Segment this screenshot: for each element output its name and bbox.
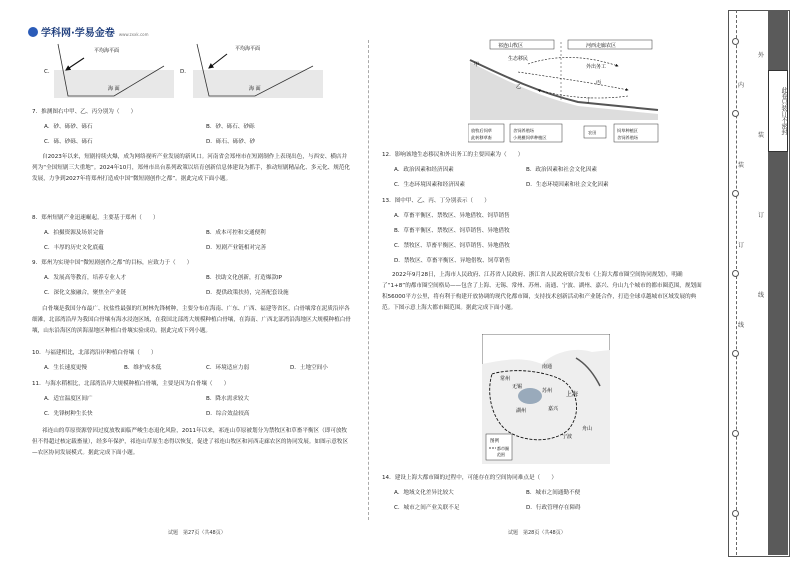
- shanghai-metro-map: [482, 334, 610, 464]
- binding-hole: [732, 510, 739, 517]
- region-farming-label: 河西走廊农区: [586, 43, 617, 49]
- outer-label-zhuang: 装: [758, 132, 765, 139]
- arrow-bing: [518, 72, 628, 90]
- q14-option-d[interactable]: D．行政管理存在障碍: [526, 505, 581, 511]
- q13-option-c[interactable]: C．禁牧区、草畜平衡区、饲草销售、异地借牧: [394, 243, 510, 249]
- q9-option-b[interactable]: B．扶助文化创新，打造爆款IP: [206, 275, 282, 281]
- outer-label-ding: 订: [758, 212, 765, 219]
- q10-option-b[interactable]: B．维护成本低: [124, 365, 162, 371]
- pastoral-farming-diagram: [468, 38, 668, 146]
- fig-d-arrow: [209, 54, 227, 68]
- map-label-ningbo: 宁波: [562, 434, 573, 440]
- brand-logo-icon: [28, 27, 38, 37]
- q10-option-d[interactable]: D．土地空间小: [290, 365, 328, 371]
- fig-d-sea-label: 海 面: [249, 86, 261, 92]
- binding-hole: [732, 190, 739, 197]
- q10-option-a[interactable]: A．生长速度更慢: [44, 365, 87, 371]
- q7-option-a[interactable]: A．砂、砾砂、砾石: [44, 124, 93, 130]
- q13-option-a[interactable]: A．草畜平衡区、禁牧区、异地借牧、饲草销售: [394, 213, 510, 219]
- binding-dashed-line: [736, 10, 737, 555]
- brand-tagline: www.zxxk.com: [118, 32, 149, 37]
- q7-option-b[interactable]: B．砂、砾石、砂砾: [206, 124, 255, 130]
- binding-hole: [732, 430, 739, 437]
- q9-option-c[interactable]: C．深化文旅融合，聚焦全产业链: [44, 290, 127, 296]
- fig-c-curve-label: 平均海平面: [94, 48, 120, 54]
- q14-option-a[interactable]: A．地域文化差异比较大: [394, 490, 454, 496]
- lake-taihu: [518, 388, 542, 404]
- map-label-suzhou: 苏州: [542, 388, 553, 394]
- outer-label-wai: 外: [758, 52, 765, 59]
- binding-hole: [732, 110, 739, 117]
- q12-option-b[interactable]: B．政治因素和社会文化因素: [526, 167, 597, 173]
- map-legend-title: 图例: [490, 439, 499, 444]
- label-migrant-work: 外出务工: [586, 64, 607, 70]
- q11-option-c[interactable]: C．先锋树种生长快: [44, 411, 93, 417]
- box-forage-area-text2: 舍饲养殖场: [617, 135, 638, 140]
- map-label-nantong: 南通: [542, 364, 553, 370]
- figure-c: [54, 40, 174, 102]
- map-legend-item: 都市圈: [497, 446, 509, 451]
- q11-option-b[interactable]: B．降水需求较大: [206, 396, 249, 402]
- question-10: 10．与福建相比，北部湾沿岸种植白骨壤（ ）: [32, 350, 157, 356]
- q7-option-c[interactable]: C．砾、砂砾、砾石: [44, 139, 93, 145]
- passage-qilian: 祁连山的草原资源曾因过度放牧面临严峻生态退化风险，2011年以来，祁连山草原被划分为禁牧区和草畜平衡区（即可放牧但不得超过核定载畜量），经多年保护，祁连山草原生态得以恢复，促进了祁连山牧区和河西走廊农区的协同发展。如图示意牧区—农区协同发展模式。据此完成下面小题。: [32, 428, 349, 456]
- box-grazing-transfer-text2: 此转移草畜: [471, 135, 492, 140]
- q13-option-d[interactable]: D．禁牧区、草畜平衡区、异地借牧、饲草销售: [394, 258, 511, 264]
- q8-option-c[interactable]: C．丰厚的历史文化底蕴: [44, 245, 104, 251]
- fig-d-sea: [193, 70, 323, 98]
- outer-label-xian: 线: [758, 292, 765, 299]
- question-14: 14．建设上海大都市圈的过程中，可能存在的空间协同难点是（ ）: [382, 475, 557, 481]
- box-grazing-transfer-text: 放牧后饲草: [471, 128, 492, 133]
- q9-option-d[interactable]: D．提供政策扶持，完善配套设施: [206, 290, 289, 296]
- fig-d-curve-label: 平均海平面: [235, 46, 261, 52]
- column-divider: [368, 40, 369, 520]
- q8-option-a[interactable]: A．拍摄资源及场景完备: [44, 230, 104, 236]
- question-8: 8．郑州短剧产业迅速崛起，主要基于郑州（ ）: [32, 215, 159, 221]
- q14-option-b[interactable]: B．城市之间通勤不便: [526, 490, 581, 496]
- q12-option-d[interactable]: D．生态环境因素和社会文化因素: [526, 182, 609, 188]
- question-13: 13．图中甲、乙、丙、丁分别表示（ ）: [382, 198, 490, 204]
- fig-c-sea-label: 海 面: [108, 86, 120, 92]
- binding-seal-text: 此卷只装订不密封: [768, 70, 788, 152]
- brand-name: 学科网·学易金卷: [41, 28, 115, 39]
- q9-option-a[interactable]: A．发展高等教育，培养专业人才: [44, 275, 127, 281]
- label-yi: 乙: [516, 84, 522, 90]
- label-bing: 丙: [596, 80, 602, 86]
- q8-option-d[interactable]: D．短剧产业链相对完善: [206, 245, 267, 251]
- box-feedlot-small-text2: 小规模饲草种植区: [513, 135, 547, 140]
- page-footer-right: 试题 第28页（共48页）: [508, 530, 566, 536]
- box-feedlot-small-text: 舍饲养殖场: [513, 128, 534, 133]
- inner-label-ding: 订: [738, 242, 745, 249]
- figure-d: [193, 40, 323, 102]
- map-label-changzhou: 常州: [500, 376, 511, 382]
- label-jia: 甲: [474, 62, 480, 68]
- fig-c-label: C．: [44, 69, 54, 75]
- fig-d-label: D．: [180, 69, 190, 75]
- label-ding: 丁: [586, 98, 592, 104]
- binding-hole: [732, 38, 739, 45]
- q7-option-d[interactable]: D．砾石、砾砂、砂: [206, 139, 256, 145]
- box-farmland-text: 农田: [588, 130, 597, 135]
- inner-label-nei: 内: [738, 82, 745, 89]
- q12-option-c[interactable]: C．生态环境因素和经济因素: [394, 182, 466, 188]
- q11-option-a[interactable]: A．适宜温度区间广: [44, 396, 93, 402]
- map-legend-item2: 范围: [497, 452, 505, 457]
- fig-c-arrow: [66, 58, 84, 70]
- question-9: 9．郑州为实现中国“微短剧创作之都”的目标，应致力于（ ）: [32, 260, 193, 266]
- passage-mangrove: 白骨壤是我国分布最广、抗盐性最强的红树林先锋树种，主要分布在海南、广东、广西、福建等省区，白骨壤常在泥质沿岸各细滩，北部湾沿岸为我国白骨壤有海水浸泡区域，在我国北部湾大规模种植白骨壤，在海南、广西北部湾沿海地区大规模种植白骨壤，山东沿海区的滨海湿地区种植白骨壤实验成功。据此完成下列小题。: [32, 306, 351, 334]
- box-forage-area-text: 饲草种植区: [617, 128, 638, 133]
- passage-shanghai-metro: 2022年9月28日，上海市人民政府、江苏省人民政府、浙江省人民政府联合发布《上海大都市圈空间协同规划》，明确了“1+8”的都市圈空间格局——包含了上海、无锡、常州、苏州、南通、宁波、湖州、嘉兴、舟山九个城市的都市圈范围，规划面积56000平方公里，将有利于构建开放协调的现代化都市圈，支持技术创新活动和产业链合作，打造全球卓越城市区域发展的典范。下图示意上海大都市圈范围。据此完成下面小题。: [382, 272, 702, 311]
- terrain-fill: [470, 62, 658, 120]
- brand-logo: [28, 24, 149, 39]
- region-pastoral-label: 祁连山牧区: [498, 43, 524, 49]
- q11-option-d[interactable]: D．综合效益较高: [206, 411, 250, 417]
- q8-option-b[interactable]: B．成本可控和交通便利: [206, 230, 266, 236]
- q10-option-c[interactable]: C．环境适应力弱: [206, 365, 250, 371]
- question-11: 11．与海水稻相比，北部湾沿岸大规模种植白骨壤，主要是因为白骨壤（ ）: [32, 381, 230, 387]
- binding-hole: [732, 350, 739, 357]
- q13-option-b[interactable]: B．草畜平衡区、禁牧区、饲草销售、异地借牧: [394, 228, 510, 234]
- inner-label-xian: 线: [738, 322, 745, 329]
- map-label-zhoushan: 舟山: [582, 426, 593, 432]
- inner-label-zhuang: 装: [738, 162, 745, 169]
- passage-short-drama: 自2023年以来，短剧持续火爆，成为网络视听产业发展的新风口。河南省会郑州市在短剧制作上表现出色，与西安、横店并列为“全国短剧三大重地”。2024年10月，郑州市出台系列政策以培育创新信息体建设为抓手，推动短剧精品化、多元化、规范化发展，力争到2027年将郑州打造成中国“微短剧创作之都”。据此完成下面小题。: [32, 154, 351, 182]
- map-label-shanghai: 上海: [566, 391, 579, 398]
- map-label-wuxi: 无锡: [512, 384, 523, 390]
- question-12: 12．影响该地生态移民和外出务工的主要因素为（ ）: [382, 152, 524, 158]
- page-footer-left: 试题 第27页（共48页）: [168, 530, 226, 536]
- label-eco-migrants: 生态移民: [508, 56, 529, 62]
- map-label-huzhou: 湖州: [516, 408, 527, 414]
- question-7: 7．推测图右中甲、乙、丙分别为（ ）: [32, 109, 137, 115]
- map-label-jiaxing: 嘉兴: [548, 406, 559, 412]
- fig-c-sea: [54, 70, 174, 98]
- binding-margin: [728, 10, 788, 555]
- q14-option-c[interactable]: C．城市之间产业关联不足: [394, 505, 460, 511]
- q12-option-a[interactable]: A．政治因素和经济因素: [394, 167, 454, 173]
- binding-hole: [732, 270, 739, 277]
